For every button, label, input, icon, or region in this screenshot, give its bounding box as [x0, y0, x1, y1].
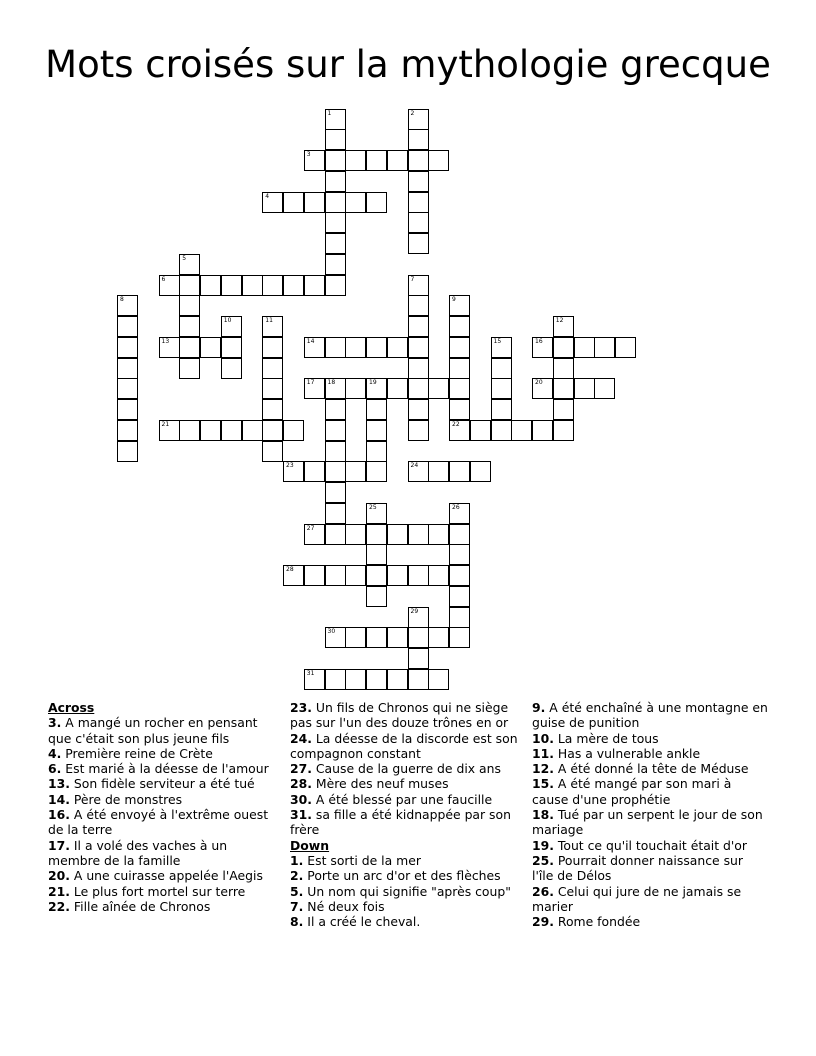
clue-number: 8.	[290, 914, 304, 930]
clues-column-1	[48, 700, 272, 914]
grid-cell[interactable]	[553, 399, 574, 420]
grid-cell[interactable]	[387, 524, 408, 545]
grid-cell[interactable]	[117, 358, 138, 379]
grid-cell[interactable]	[366, 150, 387, 171]
clue-number: 19.	[532, 837, 554, 853]
grid-cell[interactable]	[117, 378, 138, 399]
grid-cell[interactable]	[387, 337, 408, 358]
grid-cell[interactable]	[449, 524, 470, 545]
grid-cell[interactable]	[283, 192, 304, 213]
grid-cell[interactable]	[200, 275, 221, 296]
grid-cell[interactable]	[408, 109, 429, 130]
grid-cell[interactable]	[449, 565, 470, 586]
grid-cell[interactable]	[553, 316, 574, 337]
grid-cell[interactable]	[200, 420, 221, 441]
across-clue	[290, 807, 524, 838]
grid-cell[interactable]	[262, 337, 283, 358]
clue-number: 7.	[290, 898, 304, 914]
grid-cell[interactable]	[304, 565, 325, 586]
grid-cell[interactable]	[408, 524, 429, 545]
grid-cell[interactable]	[345, 337, 366, 358]
clue-text: A été blessé par une faucille	[315, 791, 493, 807]
grid-cell[interactable]	[366, 565, 387, 586]
grid-cell-number: 10	[223, 317, 232, 324]
grid-cell[interactable]	[366, 399, 387, 420]
grid-cell[interactable]	[408, 129, 429, 150]
across-clue	[48, 868, 272, 883]
grid-cell[interactable]	[262, 399, 283, 420]
grid-cell-number: 28	[286, 566, 294, 573]
grid-cell[interactable]	[449, 358, 470, 379]
grid-cell[interactable]	[242, 275, 263, 296]
grid-cell[interactable]	[345, 192, 366, 213]
grid-cell[interactable]	[470, 461, 491, 482]
clue-text: A été mangé par son mari à cause d'une prophétie	[532, 776, 732, 807]
grid-cell-number: 20	[535, 379, 543, 387]
grid-cell[interactable]	[366, 586, 387, 607]
grid-cell[interactable]	[283, 275, 304, 296]
grid-cell[interactable]	[594, 337, 615, 358]
grid-cell[interactable]	[408, 150, 429, 171]
grid-cell[interactable]	[615, 337, 636, 358]
grid-cell[interactable]	[221, 275, 242, 296]
grid-cell[interactable]	[366, 544, 387, 565]
down-clue	[532, 761, 768, 776]
clue-number: 21.	[48, 883, 70, 899]
across-clue	[48, 899, 272, 914]
grid-cell[interactable]	[366, 420, 387, 441]
grid-cell[interactable]	[304, 275, 325, 296]
grid-cell[interactable]	[408, 316, 429, 337]
across-clue	[290, 731, 524, 762]
grid-cell-number: 2	[410, 109, 415, 117]
clue-text: Il a volé des vaches à un membre de la famille	[48, 837, 228, 868]
down-clue	[532, 746, 768, 761]
grid-cell[interactable]	[325, 275, 346, 296]
grid-cell[interactable]	[159, 420, 180, 441]
grid-cell-number: 16	[535, 337, 543, 345]
clue-number: 4.	[48, 745, 62, 761]
clue-number: 28.	[290, 776, 312, 792]
grid-cell[interactable]	[532, 337, 553, 358]
clue-number: 16.	[48, 807, 70, 823]
grid-cell-number: 26	[452, 503, 460, 511]
clue-number: 3.	[48, 715, 62, 731]
grid-cell[interactable]	[574, 378, 595, 399]
grid-cell-number: 18	[327, 379, 336, 387]
clue-text: Un nom qui signifie "après coup"	[307, 883, 511, 899]
grid-cell[interactable]	[283, 461, 304, 482]
grid-cell[interactable]	[408, 399, 429, 420]
grid-cell-number: 5	[182, 254, 187, 262]
clue-text: Tué par un serpent le jour de son mariage	[532, 807, 763, 838]
clue-number: 29.	[532, 914, 554, 930]
grid-cell[interactable]	[345, 150, 366, 171]
grid-cell[interactable]	[491, 399, 512, 420]
grid-cell-number: 25	[369, 503, 377, 511]
across-clue	[48, 792, 272, 807]
grid-cell-number: 9	[452, 296, 456, 304]
grid-cell-number: 7	[410, 275, 415, 283]
grid-cell[interactable]	[408, 358, 429, 379]
grid-cell[interactable]	[408, 565, 429, 586]
grid-cell[interactable]	[242, 420, 263, 441]
grid-cell[interactable]	[200, 337, 221, 358]
grid-cell[interactable]	[262, 275, 283, 296]
clue-text: La déesse de la discorde est son compagnon constant	[290, 730, 518, 761]
across-clue	[48, 884, 272, 899]
grid-cell-number: 31	[306, 669, 315, 677]
clue-text: Né deux fois	[307, 898, 385, 914]
grid-cell[interactable]	[387, 150, 408, 171]
grid-cell[interactable]	[532, 420, 553, 441]
grid-cell[interactable]	[117, 399, 138, 420]
grid-cell[interactable]	[304, 524, 325, 545]
grid-cell[interactable]	[449, 295, 470, 316]
clue-text: Le plus fort mortel sur terre	[73, 883, 246, 899]
down-clue	[290, 853, 524, 868]
grid-cell[interactable]	[408, 171, 429, 192]
grid-cell[interactable]	[449, 607, 470, 628]
grid-cell[interactable]	[159, 337, 180, 358]
grid-cell[interactable]	[325, 461, 346, 482]
across-clue	[48, 807, 272, 838]
clue-text: Il a créé le cheval.	[307, 914, 421, 930]
grid-cell[interactable]	[387, 378, 408, 399]
grid-cell[interactable]	[159, 275, 180, 296]
across-clue	[48, 746, 272, 761]
grid-cell-number: 8	[120, 296, 124, 304]
grid-cell[interactable]	[325, 524, 346, 545]
grid-cell[interactable]	[345, 669, 366, 690]
grid-cell[interactable]	[449, 503, 470, 524]
grid-cell[interactable]	[366, 669, 387, 690]
grid-cell[interactable]	[428, 565, 449, 586]
across-clue	[290, 761, 524, 776]
grid-cell[interactable]	[532, 378, 553, 399]
clue-number: 14.	[48, 791, 70, 807]
across-clue	[290, 792, 524, 807]
clue-text: Rome fondée	[557, 914, 641, 930]
clue-number: 10.	[532, 730, 554, 746]
grid-cell[interactable]	[449, 399, 470, 420]
grid-cell[interactable]	[221, 316, 242, 337]
grid-cell[interactable]	[283, 420, 304, 441]
grid-cell[interactable]	[179, 420, 200, 441]
clue-number: 26.	[532, 883, 554, 899]
grid-cell[interactable]	[325, 212, 346, 233]
grid-cell[interactable]	[408, 607, 429, 628]
grid-cell[interactable]	[366, 524, 387, 545]
grid-cell[interactable]	[387, 669, 408, 690]
grid-cell[interactable]	[325, 669, 346, 690]
grid-cell[interactable]	[179, 337, 200, 358]
grid-cell[interactable]	[449, 544, 470, 565]
grid-cell[interactable]	[179, 275, 200, 296]
grid-cell[interactable]	[221, 337, 242, 358]
clue-text: Un fils de Chronos qui ne siège pas sur l'un des douze trônes en or	[290, 700, 509, 731]
clue-number: 23.	[290, 700, 312, 715]
grid-cell[interactable]	[345, 461, 366, 482]
grid-cell[interactable]	[470, 420, 491, 441]
clue-text: Celui qui jure de ne jamais se marier	[532, 883, 742, 914]
clue-text: Est marié à la déesse de l'amour	[65, 761, 269, 777]
grid-cell[interactable]	[325, 420, 346, 441]
grid-cell[interactable]	[304, 461, 325, 482]
grid-cell[interactable]	[304, 669, 325, 690]
grid-cell[interactable]	[325, 129, 346, 150]
down-clue	[532, 838, 768, 853]
grid-cell-number: 30	[327, 628, 336, 636]
clue-number: 25.	[532, 852, 554, 868]
across-clue	[48, 761, 272, 776]
across-clue	[48, 838, 272, 869]
grid-cell-number: 29	[410, 607, 419, 615]
grid-cell[interactable]	[304, 150, 325, 171]
grid-cell[interactable]	[428, 524, 449, 545]
grid-cell[interactable]	[511, 420, 532, 441]
clue-text: A une cuirasse appelée l'Aegis	[73, 868, 263, 884]
clue-text: La mère de tous	[557, 730, 659, 746]
clue-number: 20.	[48, 868, 70, 884]
grid-cell[interactable]	[325, 441, 346, 462]
grid-cell[interactable]	[428, 669, 449, 690]
grid-cell-number: 23	[286, 462, 294, 470]
down-clue	[532, 776, 768, 807]
grid-cell[interactable]	[117, 316, 138, 337]
grid-cell-number: 15	[493, 337, 502, 345]
clue-number: 22.	[48, 898, 70, 914]
clue-number: 31.	[290, 807, 312, 823]
grid-cell[interactable]	[428, 461, 449, 482]
grid-cell[interactable]	[366, 337, 387, 358]
grid-cell[interactable]	[262, 441, 283, 462]
grid-cell[interactable]	[325, 627, 346, 648]
grid-cell[interactable]	[179, 316, 200, 337]
across-clue	[290, 700, 524, 731]
grid-cell[interactable]	[366, 192, 387, 213]
grid-cell[interactable]	[345, 565, 366, 586]
grid-cell[interactable]	[553, 378, 574, 399]
grid-cell[interactable]	[262, 358, 283, 379]
grid-cell[interactable]	[408, 378, 429, 399]
clue-text: Fille aînée de Chronos	[73, 898, 211, 914]
across-heading: Across	[48, 700, 95, 715]
grid-cell[interactable]	[553, 337, 574, 358]
grid-cell[interactable]	[325, 254, 346, 275]
grid-cell[interactable]	[325, 337, 346, 358]
grid-cell[interactable]	[553, 358, 574, 379]
clues-column-2	[290, 700, 524, 929]
down-clue	[290, 914, 524, 929]
grid-cell-number: 4	[265, 192, 270, 200]
grid-cell[interactable]	[325, 192, 346, 213]
grid-cell[interactable]	[304, 337, 325, 358]
grid-cell-number: 22	[452, 420, 460, 428]
clue-text: Son fidèle serviteur a été tué	[73, 776, 255, 792]
across-clue	[48, 776, 272, 791]
grid-cell-number: 21	[161, 420, 170, 428]
grid-cell[interactable]	[491, 378, 512, 399]
clue-number: 18.	[532, 807, 554, 823]
grid-cell[interactable]	[491, 337, 512, 358]
clue-text: A été envoyé à l'extrême ouest de la terre	[48, 807, 269, 838]
grid-cell[interactable]	[408, 337, 429, 358]
grid-cell[interactable]	[449, 316, 470, 337]
grid-cell[interactable]	[345, 627, 366, 648]
grid-cell[interactable]	[366, 378, 387, 399]
down-heading: Down	[290, 837, 330, 853]
grid-cell-number: 27	[306, 524, 315, 532]
clue-text: Père de monstres	[73, 791, 183, 807]
grid-cell-number: 6	[161, 275, 166, 283]
clue-number: 5.	[290, 883, 304, 899]
clue-text: A été donné la tête de Méduse	[557, 761, 749, 777]
grid-cell[interactable]	[262, 378, 283, 399]
clues-column-3	[532, 700, 768, 929]
down-clue	[290, 868, 524, 883]
grid-cell[interactable]	[387, 627, 408, 648]
clue-number: 30.	[290, 791, 312, 807]
clue-text: Pourrait donner naissance sur l'île de Délos	[532, 852, 744, 884]
grid-cell[interactable]	[345, 378, 366, 399]
grid-cell[interactable]	[325, 233, 346, 254]
grid-cell[interactable]	[491, 420, 512, 441]
grid-cell[interactable]	[366, 503, 387, 524]
clue-number: 6.	[48, 761, 62, 777]
clue-text: Est sorti de la mer	[307, 852, 421, 868]
page-title: Mots croisés sur la mythologie grecque	[45, 43, 771, 86]
grid-cell[interactable]	[408, 461, 429, 482]
grid-cell-number: 14	[306, 337, 315, 345]
grid-cell[interactable]	[179, 254, 200, 275]
grid-cell[interactable]	[325, 171, 346, 192]
grid-cell[interactable]	[262, 420, 283, 441]
grid-cell[interactable]	[345, 524, 366, 545]
grid-cell[interactable]	[449, 337, 470, 358]
grid-cell[interactable]	[594, 378, 615, 399]
down-clue	[532, 807, 768, 838]
clue-number: 24.	[290, 730, 312, 746]
clue-text: Has a vulnerable ankle	[557, 745, 701, 761]
grid-cell[interactable]	[428, 378, 449, 399]
grid-cell[interactable]	[408, 648, 429, 669]
grid-cell[interactable]	[325, 378, 346, 399]
clue-number: 1.	[290, 852, 304, 868]
clue-number: 15.	[532, 776, 554, 792]
grid-cell[interactable]	[325, 109, 346, 130]
grid-cell-number: 1	[327, 109, 332, 117]
grid-cell-number: 19	[369, 379, 377, 387]
grid-cell[interactable]	[366, 461, 387, 482]
grid-cell[interactable]	[574, 337, 595, 358]
grid-cell[interactable]	[449, 627, 470, 648]
clue-text: Cause de la guerre de dix ans	[315, 761, 501, 777]
grid-cell[interactable]	[325, 503, 346, 524]
down-clue	[532, 914, 768, 929]
grid-cell[interactable]	[408, 295, 429, 316]
grid-cell[interactable]	[179, 295, 200, 316]
across-clue	[290, 776, 524, 791]
grid-cell[interactable]	[366, 441, 387, 462]
grid-cell[interactable]	[117, 295, 138, 316]
across-clue	[48, 715, 272, 746]
grid-cell[interactable]	[408, 192, 429, 213]
grid-cell[interactable]	[325, 565, 346, 586]
grid-cell[interactable]	[304, 378, 325, 399]
grid-cell[interactable]	[179, 358, 200, 379]
grid-cell[interactable]	[408, 212, 429, 233]
grid-cell[interactable]	[262, 316, 283, 337]
down-clue	[532, 700, 768, 731]
grid-cell[interactable]	[408, 627, 429, 648]
grid-cell[interactable]	[408, 275, 429, 296]
grid-cell[interactable]	[117, 337, 138, 358]
grid-cell[interactable]	[408, 669, 429, 690]
grid-cell[interactable]	[325, 399, 346, 420]
clue-text: sa fille a été kidnappée par son frère	[290, 807, 511, 838]
grid-cell[interactable]	[408, 233, 429, 254]
grid-cell-number: 3	[306, 151, 311, 158]
down-clue	[290, 899, 524, 914]
grid-cell[interactable]	[449, 420, 470, 441]
grid-cell-number: 12	[555, 317, 564, 324]
clue-text: A été enchaîné à une montagne en guise de punition	[532, 700, 768, 731]
clue-text: A mangé un rocher en pensant que c'était son plus jeune fils	[48, 715, 258, 746]
grid-cell[interactable]	[325, 482, 346, 503]
grid-cell[interactable]	[325, 150, 346, 171]
grid-cell[interactable]	[304, 192, 325, 213]
grid-cell[interactable]	[283, 565, 304, 586]
grid-cell-number: 24	[410, 462, 419, 470]
grid-cell[interactable]	[408, 420, 429, 441]
grid-cell[interactable]	[221, 358, 242, 379]
grid-cell[interactable]	[117, 441, 138, 462]
grid-cell-number: 17	[306, 379, 315, 387]
grid-cell[interactable]	[449, 461, 470, 482]
grid-cell[interactable]	[428, 627, 449, 648]
clue-number: 12.	[532, 761, 554, 777]
grid-cell-number: 11	[265, 317, 273, 324]
grid-cell[interactable]	[449, 586, 470, 607]
clue-number: 11.	[532, 745, 554, 761]
grid-cell[interactable]	[117, 420, 138, 441]
grid-cell[interactable]	[553, 420, 574, 441]
down-clue	[290, 884, 524, 899]
clue-text: Première reine de Crète	[65, 745, 213, 761]
grid-cell[interactable]	[428, 150, 449, 171]
clue-number: 27.	[290, 761, 312, 777]
grid-cell[interactable]	[491, 358, 512, 379]
clue-text: Mère des neuf muses	[315, 776, 449, 792]
clue-text: Porte un arc d'or et des flèches	[307, 868, 501, 884]
clue-number: 2.	[290, 868, 304, 884]
down-clue	[532, 853, 768, 884]
clue-number: 9.	[532, 700, 546, 715]
grid-cell[interactable]	[221, 420, 242, 441]
clue-number: 17.	[48, 837, 70, 853]
grid-cell[interactable]	[262, 192, 283, 213]
down-clue	[532, 884, 768, 915]
grid-cell[interactable]	[387, 565, 408, 586]
clue-text: Tout ce qu'il touchait était d'or	[557, 837, 747, 853]
down-clue	[532, 731, 768, 746]
clue-number: 13.	[48, 776, 70, 792]
grid-cell-number: 13	[161, 337, 170, 345]
grid-cell[interactable]	[366, 627, 387, 648]
grid-cell[interactable]	[449, 378, 470, 399]
